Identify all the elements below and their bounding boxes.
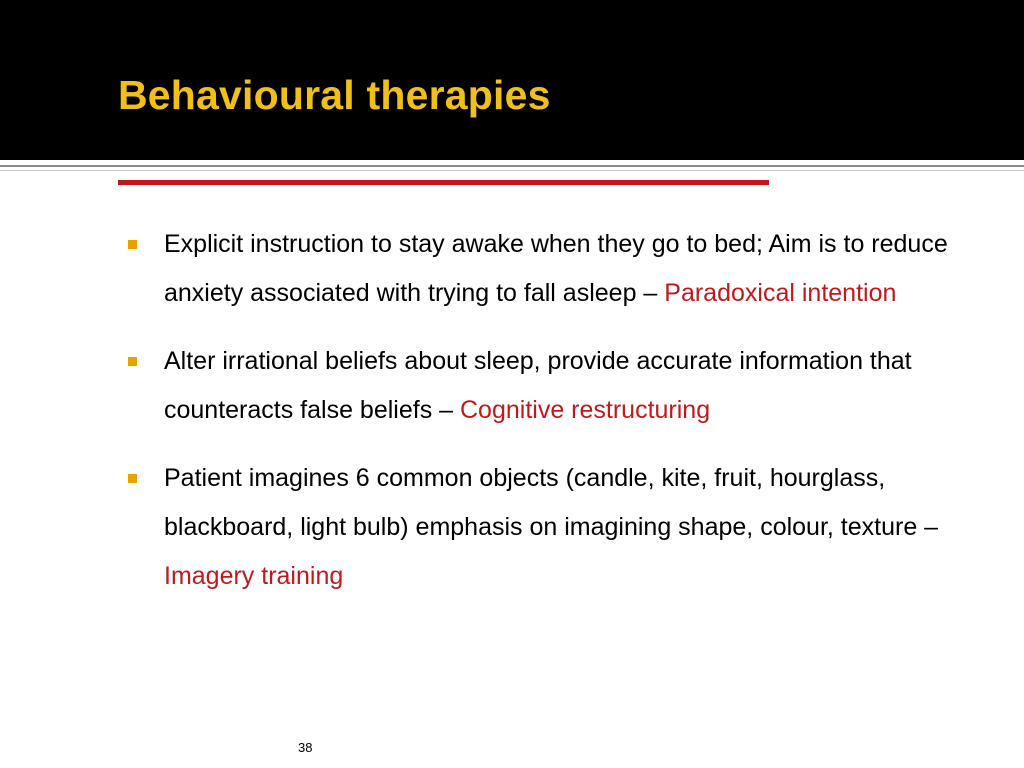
slide-title: Behavioural therapies [118,72,551,118]
therapy-term: Cognitive restructuring [460,396,711,424]
bullet-list [128,220,968,620]
bullet-item [128,337,968,435]
divider-line [0,165,1024,167]
bullet-item [128,454,968,601]
page-number: 38 [298,740,313,755]
therapy-term: Imagery training [164,562,344,590]
bullet-text: Patient imagines 6 common objects (candle, kite, fruit, hourglass, blackboard, light bulb) emphasis on imagining shape, colour, texture – [164,464,939,541]
bullet-text: Explicit instruction to stay awake when they go to bed; Aim is to reduce anxiety associated with trying to fall asleep – [164,230,948,307]
title-bar [0,0,1024,160]
therapy-term: Paradoxical intention [664,279,897,307]
accent-rule [118,180,769,185]
bullet-text: Alter irrational beliefs about sleep, provide accurate information that counteracts false beliefs – [164,347,912,424]
square-bullet-icon [128,357,137,366]
square-bullet-icon [128,240,137,249]
divider-line-thin [0,170,1024,171]
square-bullet-icon [128,474,137,483]
bullet-item [128,220,968,318]
